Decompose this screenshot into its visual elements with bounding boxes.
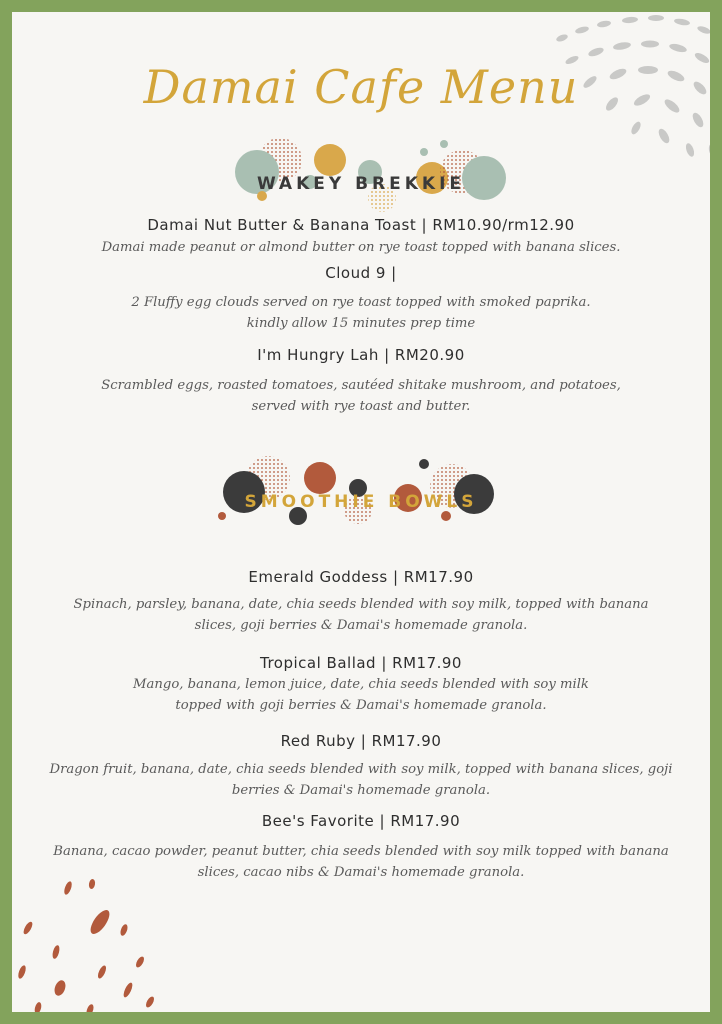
- item-desc: Dragon fruit, banana, date, chia seeds blended with soy milk, topped with banana slices, goji: [49, 762, 673, 777]
- section-heading-wakey-brekkie: WAKEY BREKKIE: [256, 174, 466, 194]
- item-name: Emerald Goddess | RM17.90: [248, 568, 474, 586]
- item-desc: Damai made peanut or almond butter on rye toast topped with banana slices.: [101, 240, 621, 255]
- item-desc: 2 Fluffy egg clouds served on rye toast topped with smoked paprika.: [131, 295, 591, 310]
- item-desc: Mango, banana, lemon juice, date, chia seeds blended with soy milk: [133, 677, 589, 692]
- menu-page: [12, 12, 710, 1012]
- item-desc: Spinach, parsley, banana, date, chia seeds blended with soy milk, topped with banana: [73, 597, 649, 612]
- item-name: Red Ruby | RM17.90: [280, 732, 442, 750]
- item-name: Damai Nut Butter & Banana Toast | RM10.90/rm12.90: [147, 216, 575, 234]
- item-desc: slices, cacao nibs & Damai's homemade granola.: [197, 865, 525, 880]
- item-name: Cloud 9 |: [325, 264, 397, 282]
- leaf-pattern-bottom-left: [12, 872, 170, 1012]
- item-desc: Scrambled eggs, roasted tomatoes, sautéed shitake mushroom, and potatoes,: [101, 378, 621, 393]
- item-name: Tropical Ballad | RM17.90: [260, 654, 462, 672]
- menu-title: Damai Cafe Menu: [143, 60, 579, 114]
- section-heading-smoothie-bowls: SMOOTHIE BOWLS: [244, 492, 478, 512]
- item-desc: served with rye toast and butter.: [251, 399, 471, 414]
- item-desc: berries & Damai's homemade granola.: [231, 783, 491, 798]
- smoothie-dots-decoration: [212, 450, 512, 532]
- item-desc: topped with goji berries & Damai's homemade granola.: [175, 698, 547, 713]
- item-desc: kindly allow 15 minutes prep time: [246, 316, 476, 331]
- item-name: I'm Hungry Lah | RM20.90: [257, 346, 465, 364]
- item-desc: Banana, cacao powder, peanut butter, chia seeds blended with soy milk topped with banana: [53, 844, 669, 859]
- brekkie-dots-decoration: [222, 130, 512, 212]
- item-desc: slices, goji berries & Damai's homemade granola.: [194, 618, 528, 633]
- item-name: Bee's Favorite | RM17.90: [261, 812, 461, 830]
